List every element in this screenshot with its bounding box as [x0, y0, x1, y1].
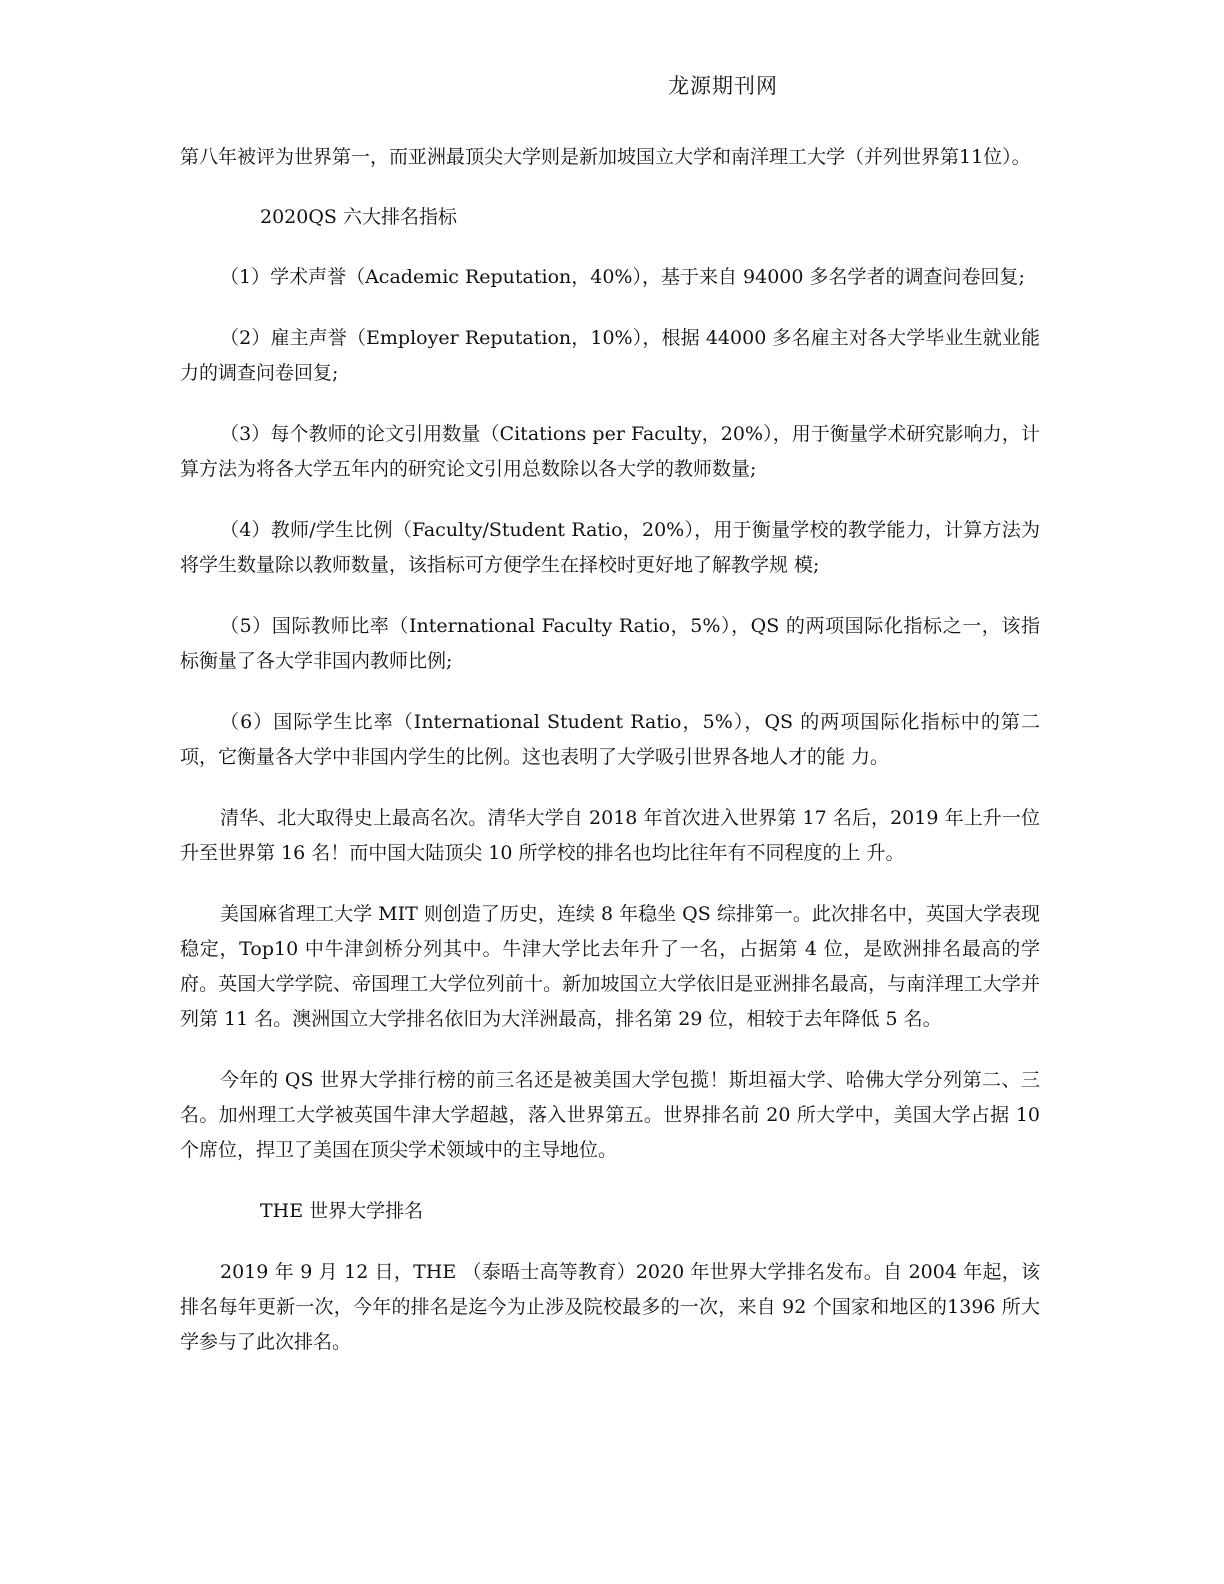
page-header: 龙源期刊网 — [668, 74, 778, 98]
paragraph-indicator-2: （2）雇主声誉（Employer Reputation，10%），根据 44000 多名雇主对各大学毕业生就业能力的调查问卷回复; — [180, 327, 1040, 384]
paragraph-indicator-3: （3）每个教师的论文引用数量（Citations per Faculty，20%），用于衡量学术研究影响力，计算方法为将各大学五年内的研究论文引用总数除以各大学的教师数量; — [180, 423, 1040, 480]
section-heading-qs: 2020QS 六大排名指标 — [260, 206, 457, 228]
paragraph-indicator-1: （1）学术声誉（Academic Reputation，40%），基于来自 94000 多名学者的调查问卷回复; — [220, 266, 1025, 288]
paragraph-indicator-5: （5）国际教师比率（International Faculty Ratio，5%），QS 的两项国际化指标之一，该指标衡量了各大学非国内教师比例; — [180, 615, 1040, 672]
paragraph-tsinghua-pku: 清华、北大取得史上最高名次。清华大学自 2018 年首次进入世界第 17 名后，2019 年上升一位升至世界第 16 名！而中国大陆顶尖 10 所学校的排名也均比往年有不同程度的上 升。 — [180, 807, 1040, 864]
paragraph-indicator-6: （6）国际学生比率（International Student Ratio，5%），QS 的两项国际化指标中的第二项，它衡量各大学中非国内学生的比例。这也表明了大学吸引世界各地人才的能 力。 — [180, 711, 1040, 768]
paragraph-top-three: 今年的 QS 世界大学排行榜的前三名还是被美国大学包揽！斯坦福大学、哈佛大学分列第二、三名。加州理工大学被英国牛津大学超越，落入世界第五。世界排名前 20 所大学中，美国大学占据 10 个席位，捍卫了美国在顶尖学术领域中的主导地位。 — [180, 1069, 1040, 1161]
document-body — [180, 140, 1040, 1360]
paragraph-intro: 第八年被评为世界第一，而亚洲最顶尖大学则是新加坡国立大学和南洋理工大学（并列世界第11位）。 — [180, 146, 1031, 168]
paragraph-indicator-4: （4）教师/学生比例（Faculty/Student Ratio，20%），用于衡量学校的教学能力，计算方法为将学生数量除以教师数量，该指标可方便学生在择校时更好地了解教学规 模; — [180, 519, 1040, 576]
paragraph-mit: 美国麻省理工大学 MIT 则创造了历史，连续 8 年稳坐 QS 综排第一。此次排名中，英国大学表现稳定，Top10 中牛津剑桥分列其中。牛津大学比去年升了一名，占据第 4 位，是欧洲排名最高的学府。英国大学学院、帝国理工大学位列前十。新加坡国立大学依旧是亚洲排名最高，与南洋理工大学并列第 11 名。澳洲国立大学排名依旧为大洋洲最高，排名第 29 位，相较于去年降低 5 名。 — [180, 903, 1040, 1030]
section-heading-the: THE 世界大学排名 — [260, 1200, 424, 1222]
paragraph-the-release: 2019 年 9 月 12 日，THE （泰晤士高等教育）2020 年世界大学排名发布。自 2004 年起，该排名每年更新一次，今年的排名是迄今为止涉及院校最多的一次，来自 92 个国家和地区的1396 所大学参与了此次排名。 — [180, 1261, 1040, 1353]
